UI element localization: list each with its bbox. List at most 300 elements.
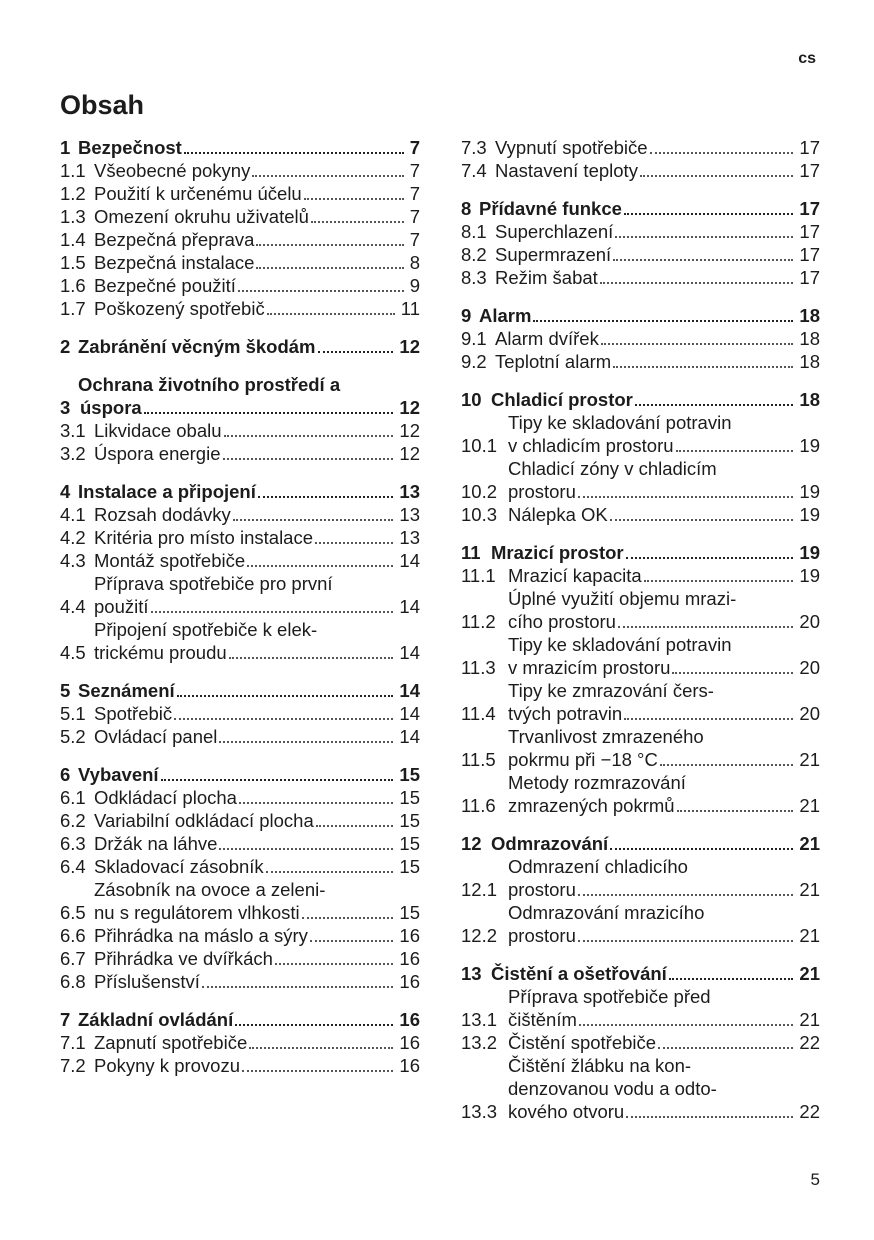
toc-entry-number: 6.6: [60, 925, 86, 946]
toc-entry-number: 10.2: [461, 481, 498, 502]
dot-leader: [676, 449, 794, 452]
toc-subsection-entry[interactable]: [461, 220, 820, 243]
toc-page-number: 13: [399, 481, 420, 502]
toc-entry-line: [495, 159, 820, 182]
toc-entry-label: kového otvoru: [508, 1101, 625, 1122]
toc-section: [461, 541, 820, 817]
toc-entry-number: 7.1: [60, 1032, 86, 1053]
toc-entry-line: [94, 618, 420, 641]
dot-leader: [315, 541, 393, 544]
dot-leader: [174, 717, 393, 720]
toc-entry-text: [495, 220, 820, 243]
toc-entry-number: 7.4: [461, 160, 487, 181]
toc-entry-label: Vybavení: [78, 764, 159, 785]
toc-entry-line: [78, 480, 420, 503]
toc-entry-text: [508, 1031, 820, 1054]
toc-entry-label: Základní ovládání: [78, 1009, 234, 1030]
dot-leader: [669, 977, 794, 980]
toc-subsection-entry[interactable]: [60, 297, 420, 320]
toc-column-right: [461, 136, 820, 1138]
toc-entry-line: [78, 763, 420, 786]
toc-entry-text: [491, 541, 820, 564]
toc-entry-label: Přídavné funkce: [479, 198, 622, 219]
toc-entry-label: pokrmu při −18 °C: [508, 749, 658, 770]
toc-subsection-entry[interactable]: [60, 924, 420, 947]
toc-entry-text: [94, 970, 420, 993]
toc-entry-line: [508, 855, 820, 878]
toc-subsection-entry[interactable]: [461, 985, 820, 1031]
toc-entry-text: [508, 771, 820, 817]
toc-entry-label: použití: [94, 596, 149, 617]
toc-entry-label: Skladovací zásobník: [94, 856, 264, 877]
toc-page-number: 15: [399, 902, 420, 923]
toc-entry-label: Alarm dvířek: [495, 328, 599, 349]
toc-entry-line: [508, 564, 820, 587]
toc-entry-label: Nálepka OK: [508, 504, 608, 525]
toc-subsection-entry[interactable]: [461, 411, 820, 457]
page-title: Obsah: [60, 90, 145, 120]
toc-entry-label: Trvanlivost zmrazeného: [508, 726, 704, 747]
toc-entry-number: 13.3: [461, 1101, 498, 1122]
toc-page-number: 20: [799, 703, 820, 724]
toc-entry-number: 1.3: [60, 206, 86, 227]
toc-subsection-entry[interactable]: [60, 274, 420, 297]
toc-page-number: 14: [399, 703, 420, 724]
toc-entry-number: 6.7: [60, 948, 86, 969]
toc-subsection-entry[interactable]: [60, 503, 420, 526]
toc-entry-number: 1.4: [60, 229, 86, 250]
toc-subsection-entry[interactable]: [461, 1031, 820, 1054]
toc-subsection-entry[interactable]: [461, 503, 820, 526]
toc-entry-text: [94, 228, 420, 251]
toc-entry-label: Kritéria pro místo instalace: [94, 527, 314, 548]
toc-subsection-entry[interactable]: [461, 457, 820, 503]
toc-entry-line: [479, 197, 820, 220]
dot-leader: [635, 403, 794, 406]
toc-entry-text: [94, 618, 420, 664]
toc-entry-label: Držák na láhve: [94, 833, 218, 854]
toc-entry-line: [508, 794, 820, 817]
toc-page-number: 17: [799, 221, 820, 242]
toc-entry-text: [495, 136, 820, 159]
dot-leader: [233, 518, 394, 521]
toc-page-number: 14: [399, 596, 420, 617]
toc-entry-line: [508, 702, 820, 725]
toc-subsection-entry[interactable]: [461, 243, 820, 266]
toc-page-number: 21: [799, 1009, 820, 1030]
toc-section-heading[interactable]: [60, 679, 420, 702]
toc-entry-line: [94, 947, 420, 970]
toc-entry-label: Ochrana životního prostředí a: [78, 374, 341, 395]
toc-subsection-entry[interactable]: [60, 855, 420, 878]
toc-entry-number: 6.5: [60, 902, 86, 923]
toc-entry-number: 4: [60, 481, 71, 502]
toc-section: [461, 304, 820, 373]
language-code: cs: [798, 50, 816, 67]
toc-section-heading[interactable]: [60, 1008, 420, 1031]
dot-leader: [161, 778, 394, 781]
toc-entry-number: 1: [60, 137, 71, 158]
toc-entry-label: denzovanou vodu a odto-: [508, 1078, 717, 1099]
toc-page-number: 12: [399, 397, 420, 418]
toc-entry-line: [491, 541, 820, 564]
toc-entry-line: [94, 159, 420, 182]
toc-entry-label: Bezpečné použití: [94, 275, 236, 296]
toc-entry-number: 11: [461, 542, 481, 563]
toc-entry-line: [508, 1077, 820, 1100]
toc-entry-label: Ovládací panel: [94, 726, 218, 747]
toc-entry-label: Seznámení: [78, 680, 175, 701]
toc-entry-text: [491, 962, 820, 985]
toc-entry-line: [94, 924, 420, 947]
dot-leader: [613, 365, 793, 368]
toc-subsection-entry[interactable]: [60, 702, 420, 725]
toc-subsection-entry[interactable]: [461, 564, 820, 587]
toc-section: [461, 197, 820, 289]
toc-entry-number: 7: [60, 1009, 71, 1030]
toc-entry-label: Úspora energie: [94, 443, 221, 464]
toc-subsection-entry[interactable]: [60, 1054, 420, 1077]
toc-entry-line: [78, 396, 420, 419]
toc-entry-line: [508, 411, 820, 434]
toc-section-heading[interactable]: [461, 388, 820, 411]
toc-entry-label: Bezpečná instalace: [94, 252, 255, 273]
toc-subsection-entry[interactable]: [461, 350, 820, 373]
toc-entry-number: 11.3: [461, 657, 496, 678]
toc-subsection-entry[interactable]: [60, 442, 420, 465]
toc-entry-text: [78, 373, 420, 419]
toc-entry-text: [495, 350, 820, 373]
toc-entry-label: Supermrazení: [495, 244, 612, 265]
toc-page-number: 18: [799, 389, 820, 410]
toc-section-heading[interactable]: [461, 541, 820, 564]
toc-entry-label: Odmrazování: [491, 833, 609, 854]
toc-entry-text: [94, 419, 420, 442]
toc-entry-line: [495, 350, 820, 373]
toc-subsection-entry[interactable]: [60, 182, 420, 205]
toc-entry-line: [94, 442, 420, 465]
toc-page-number: 20: [799, 657, 820, 678]
toc-subsection-entry[interactable]: [60, 878, 420, 924]
toc-entry-label: Odkládací plocha: [94, 787, 237, 808]
toc-subsection-entry[interactable]: [60, 725, 420, 748]
toc-entry-line: [94, 526, 420, 549]
toc-entry-line: [508, 1054, 820, 1077]
toc-entry-label: trickému proudu: [94, 642, 227, 663]
toc-page-number: 16: [399, 1032, 420, 1053]
toc-entry-label: Poškozený spotřebič: [94, 298, 265, 319]
toc-page-number: 17: [799, 160, 820, 181]
toc-entry-text: [479, 304, 820, 327]
dot-leader: [677, 809, 794, 812]
toc-entry-line: [78, 1008, 420, 1031]
toc-entry-line: [94, 274, 420, 297]
toc-entry-number: 11.4: [461, 703, 496, 724]
toc-entry-label: Mrazicí kapacita: [508, 565, 642, 586]
toc-entry-label: Chladicí prostor: [491, 389, 633, 410]
dot-leader: [258, 495, 394, 498]
toc-entry-text: [508, 457, 820, 503]
dot-leader: [640, 174, 793, 177]
toc-page-number: 21: [799, 925, 820, 946]
toc-entry-line: [94, 572, 420, 595]
dot-leader: [672, 671, 793, 674]
toc-subsection-entry[interactable]: [461, 136, 820, 159]
dot-leader: [252, 174, 403, 177]
toc-section-heading[interactable]: [461, 197, 820, 220]
toc-entry-label: Instalace a připojení: [78, 481, 256, 502]
toc-section-heading[interactable]: [60, 335, 420, 358]
toc-entry-label: cího prostoru: [508, 611, 616, 632]
toc-entry-text: [94, 725, 420, 748]
dot-leader: [219, 847, 393, 850]
toc-entry-label: Nastavení teploty: [495, 160, 638, 181]
toc-subsection-entry[interactable]: [461, 327, 820, 350]
toc-subsection-entry[interactable]: [60, 159, 420, 182]
toc-entry-number: 3: [60, 397, 71, 418]
toc-page-number: 18: [799, 351, 820, 372]
toc-entry-number: 6: [60, 764, 71, 785]
toc-entry-label: Pokyny k provozu: [94, 1055, 241, 1076]
toc-subsection-entry[interactable]: [60, 228, 420, 251]
toc-entry-label: zmrazených pokrmů: [508, 795, 675, 816]
toc-entry-line: [508, 480, 820, 503]
toc-entry-number: 4.3: [60, 550, 86, 571]
toc-entry-label: Metody rozmrazování: [508, 772, 686, 793]
toc-section-heading[interactable]: [60, 763, 420, 786]
dot-leader: [184, 151, 404, 154]
toc-page-number: 14: [399, 642, 420, 663]
toc-subsection-entry[interactable]: [461, 1054, 820, 1123]
dot-leader: [626, 556, 794, 559]
toc-entry-label: Odmrazování mrazicího: [508, 902, 705, 923]
toc-page-number: 16: [399, 1009, 420, 1030]
toc-entry-label: Přihrádka ve dvířkách: [94, 948, 273, 969]
toc-entry-line: [508, 771, 820, 794]
dot-leader: [533, 319, 793, 322]
toc-page-number: 19: [799, 481, 820, 502]
toc-entry-text: [94, 442, 420, 465]
toc-entry-text: [495, 159, 820, 182]
toc-subsection-entry[interactable]: [60, 947, 420, 970]
toc-entry-label: Likvidace obalu: [94, 420, 222, 441]
toc-entry-text: [508, 855, 820, 901]
toc-subsection-entry[interactable]: [461, 159, 820, 182]
toc-entry-number: 6.4: [60, 856, 86, 877]
toc-entry-number: 5: [60, 680, 71, 701]
dot-leader: [235, 1023, 393, 1026]
toc-entry-text: [94, 878, 420, 924]
toc-page-number: 18: [799, 305, 820, 326]
toc-entry-text: [508, 985, 820, 1031]
toc-entry-text: [94, 786, 420, 809]
dot-leader: [247, 564, 393, 567]
toc-page-number: 13: [399, 527, 420, 548]
toc-entry-text: [94, 503, 420, 526]
toc-entry-line: [508, 901, 820, 924]
toc-entry-text: [491, 388, 820, 411]
toc-entry-text: [94, 832, 420, 855]
dot-leader: [144, 411, 394, 414]
toc-entry-text: [78, 1008, 420, 1031]
toc-entry-number: 1.7: [60, 298, 86, 319]
toc-subsection-entry[interactable]: [60, 809, 420, 832]
toc-entry-number: 12.2: [461, 925, 498, 946]
dot-leader: [266, 870, 394, 873]
toc-subsection-entry[interactable]: [461, 855, 820, 901]
toc-subsection-entry[interactable]: [60, 419, 420, 442]
toc-entry-line: [78, 373, 420, 396]
toc-entry-label: Příprava spotřebiče pro první: [94, 573, 333, 594]
toc-entry-label: Rozsah dodávky: [94, 504, 231, 525]
toc-section-heading[interactable]: [461, 304, 820, 327]
toc-entry-line: [491, 832, 820, 855]
toc-section: [60, 136, 420, 320]
toc-entry-label: Alarm: [479, 305, 532, 326]
toc-entry-text: [508, 725, 820, 771]
toc-entry-text: [78, 136, 420, 159]
toc-entry-number: 8.2: [461, 244, 487, 265]
toc-page-number: 11: [400, 298, 420, 319]
toc-subsection-entry[interactable]: [461, 725, 820, 771]
toc-section: [60, 763, 420, 993]
dot-leader: [256, 266, 403, 269]
toc-entry-label: Příprava spotřebiče před: [508, 986, 711, 1007]
toc-entry-text: [94, 159, 420, 182]
toc-page-number: 15: [399, 787, 420, 808]
toc-subsection-entry[interactable]: [461, 633, 820, 679]
toc-page-number: 15: [399, 833, 420, 854]
toc-entry-line: [495, 266, 820, 289]
dot-leader: [578, 495, 794, 498]
toc-subsection-entry[interactable]: [60, 549, 420, 572]
toc-entry-label: tvých potravin: [508, 703, 623, 724]
toc-page-number: 18: [799, 328, 820, 349]
toc-entry-number: 9: [461, 305, 472, 326]
toc-section-heading[interactable]: [60, 136, 420, 159]
toc-section-heading[interactable]: [461, 832, 820, 855]
toc-page-number: 15: [399, 810, 420, 831]
toc-subsection-entry[interactable]: [461, 901, 820, 947]
toc-page-number: 17: [799, 244, 820, 265]
toc-page-number: 14: [399, 550, 420, 571]
toc-subsection-entry[interactable]: [461, 679, 820, 725]
toc-entry-label: Zásobník na ovoce a zeleni-: [94, 879, 326, 900]
toc-entry-line: [508, 1008, 820, 1031]
toc-entry-text: [78, 679, 420, 702]
toc-entry-line: [94, 809, 420, 832]
toc-subsection-entry[interactable]: [60, 205, 420, 228]
toc-subsection-entry[interactable]: [461, 266, 820, 289]
toc-entry-line: [94, 878, 420, 901]
toc-entry-label: Použití k určenému účelu: [94, 183, 302, 204]
toc-subsection-entry[interactable]: [461, 771, 820, 817]
toc-section-heading[interactable]: [461, 962, 820, 985]
toc-section-heading[interactable]: [60, 480, 420, 503]
toc-entry-line: [94, 182, 420, 205]
dot-leader: [618, 625, 793, 628]
toc-entry-line: [508, 748, 820, 771]
toc-entry-number: 6.2: [60, 810, 86, 831]
toc-subsection-entry[interactable]: [60, 970, 420, 993]
toc-entry-label: Mrazicí prostor: [491, 542, 624, 563]
toc-entry-label: Bezpečná přeprava: [94, 229, 255, 250]
toc-entry-text: [491, 832, 820, 855]
dot-leader: [579, 1023, 794, 1026]
toc-entry-text: [508, 411, 820, 457]
toc-entry-line: [495, 220, 820, 243]
toc-entry-number: 3.2: [60, 443, 86, 464]
toc-subsection-entry[interactable]: [60, 251, 420, 274]
toc-subsection-entry[interactable]: [60, 1031, 420, 1054]
toc-section: [60, 335, 420, 358]
toc-section: [461, 962, 820, 1123]
toc-entry-line: [94, 786, 420, 809]
dot-leader: [238, 289, 404, 292]
toc-subsection-entry[interactable]: [461, 587, 820, 633]
toc-entry-label: Variabilní odkládací plocha: [94, 810, 314, 831]
toc-entry-number: 6.1: [60, 787, 86, 808]
toc-entry-number: 10.3: [461, 504, 498, 525]
toc-page-number: 22: [799, 1101, 820, 1122]
toc-entry-line: [94, 832, 420, 855]
dot-leader: [177, 694, 394, 697]
toc-entry-text: [94, 809, 420, 832]
toc-entry-number: 5.1: [60, 703, 86, 724]
dot-leader: [223, 457, 394, 460]
toc-entry-text: [508, 503, 820, 526]
toc-subsection-entry[interactable]: [60, 786, 420, 809]
toc-entry-line: [508, 434, 820, 457]
toc-entry-text: [94, 526, 420, 549]
dot-leader: [151, 610, 394, 613]
dot-leader: [613, 258, 793, 261]
toc-section: [60, 679, 420, 748]
dot-leader: [624, 212, 794, 215]
toc-entry-label: Čistění spotřebiče: [508, 1032, 657, 1053]
dot-leader: [578, 939, 794, 942]
toc-subsection-entry[interactable]: [60, 618, 420, 664]
toc-entry-number: 9.2: [461, 351, 487, 372]
dot-leader: [267, 312, 395, 315]
toc-entry-line: [495, 243, 820, 266]
toc-page-number: 7: [409, 183, 420, 204]
toc-entry-number: 4.4: [60, 596, 86, 617]
page-number: 5: [810, 1170, 820, 1189]
toc-page-number: 9: [409, 275, 420, 296]
toc-entry-number: 1.6: [60, 275, 86, 296]
toc-subsection-entry[interactable]: [60, 832, 420, 855]
toc-entry-label: Tipy ke zmrazování čers-: [508, 680, 714, 701]
toc-entry-label: Superchlazení: [495, 221, 614, 242]
toc-subsection-entry[interactable]: [60, 572, 420, 618]
toc-entry-number: 7.3: [461, 137, 487, 158]
toc-entry-label: Tipy ke skladování potravin: [508, 634, 732, 655]
toc-page-number: 8: [409, 252, 420, 273]
dot-leader: [219, 740, 393, 743]
toc-entry-number: 7.2: [60, 1055, 86, 1076]
toc-entry-number: 3.1: [60, 420, 86, 441]
toc-section-heading[interactable]: [60, 373, 420, 419]
toc-subsection-entry[interactable]: [60, 526, 420, 549]
toc-entry-text: [508, 633, 820, 679]
toc-page-number: 7: [409, 206, 420, 227]
dot-leader: [600, 281, 794, 284]
toc-page-number: 19: [799, 542, 820, 563]
toc-entry-label: Režim šabat: [495, 267, 598, 288]
toc-entry-label: Úplné využití objemu mrazi-: [508, 588, 737, 609]
toc-entry-label: Montáž spotřebiče: [94, 550, 246, 571]
